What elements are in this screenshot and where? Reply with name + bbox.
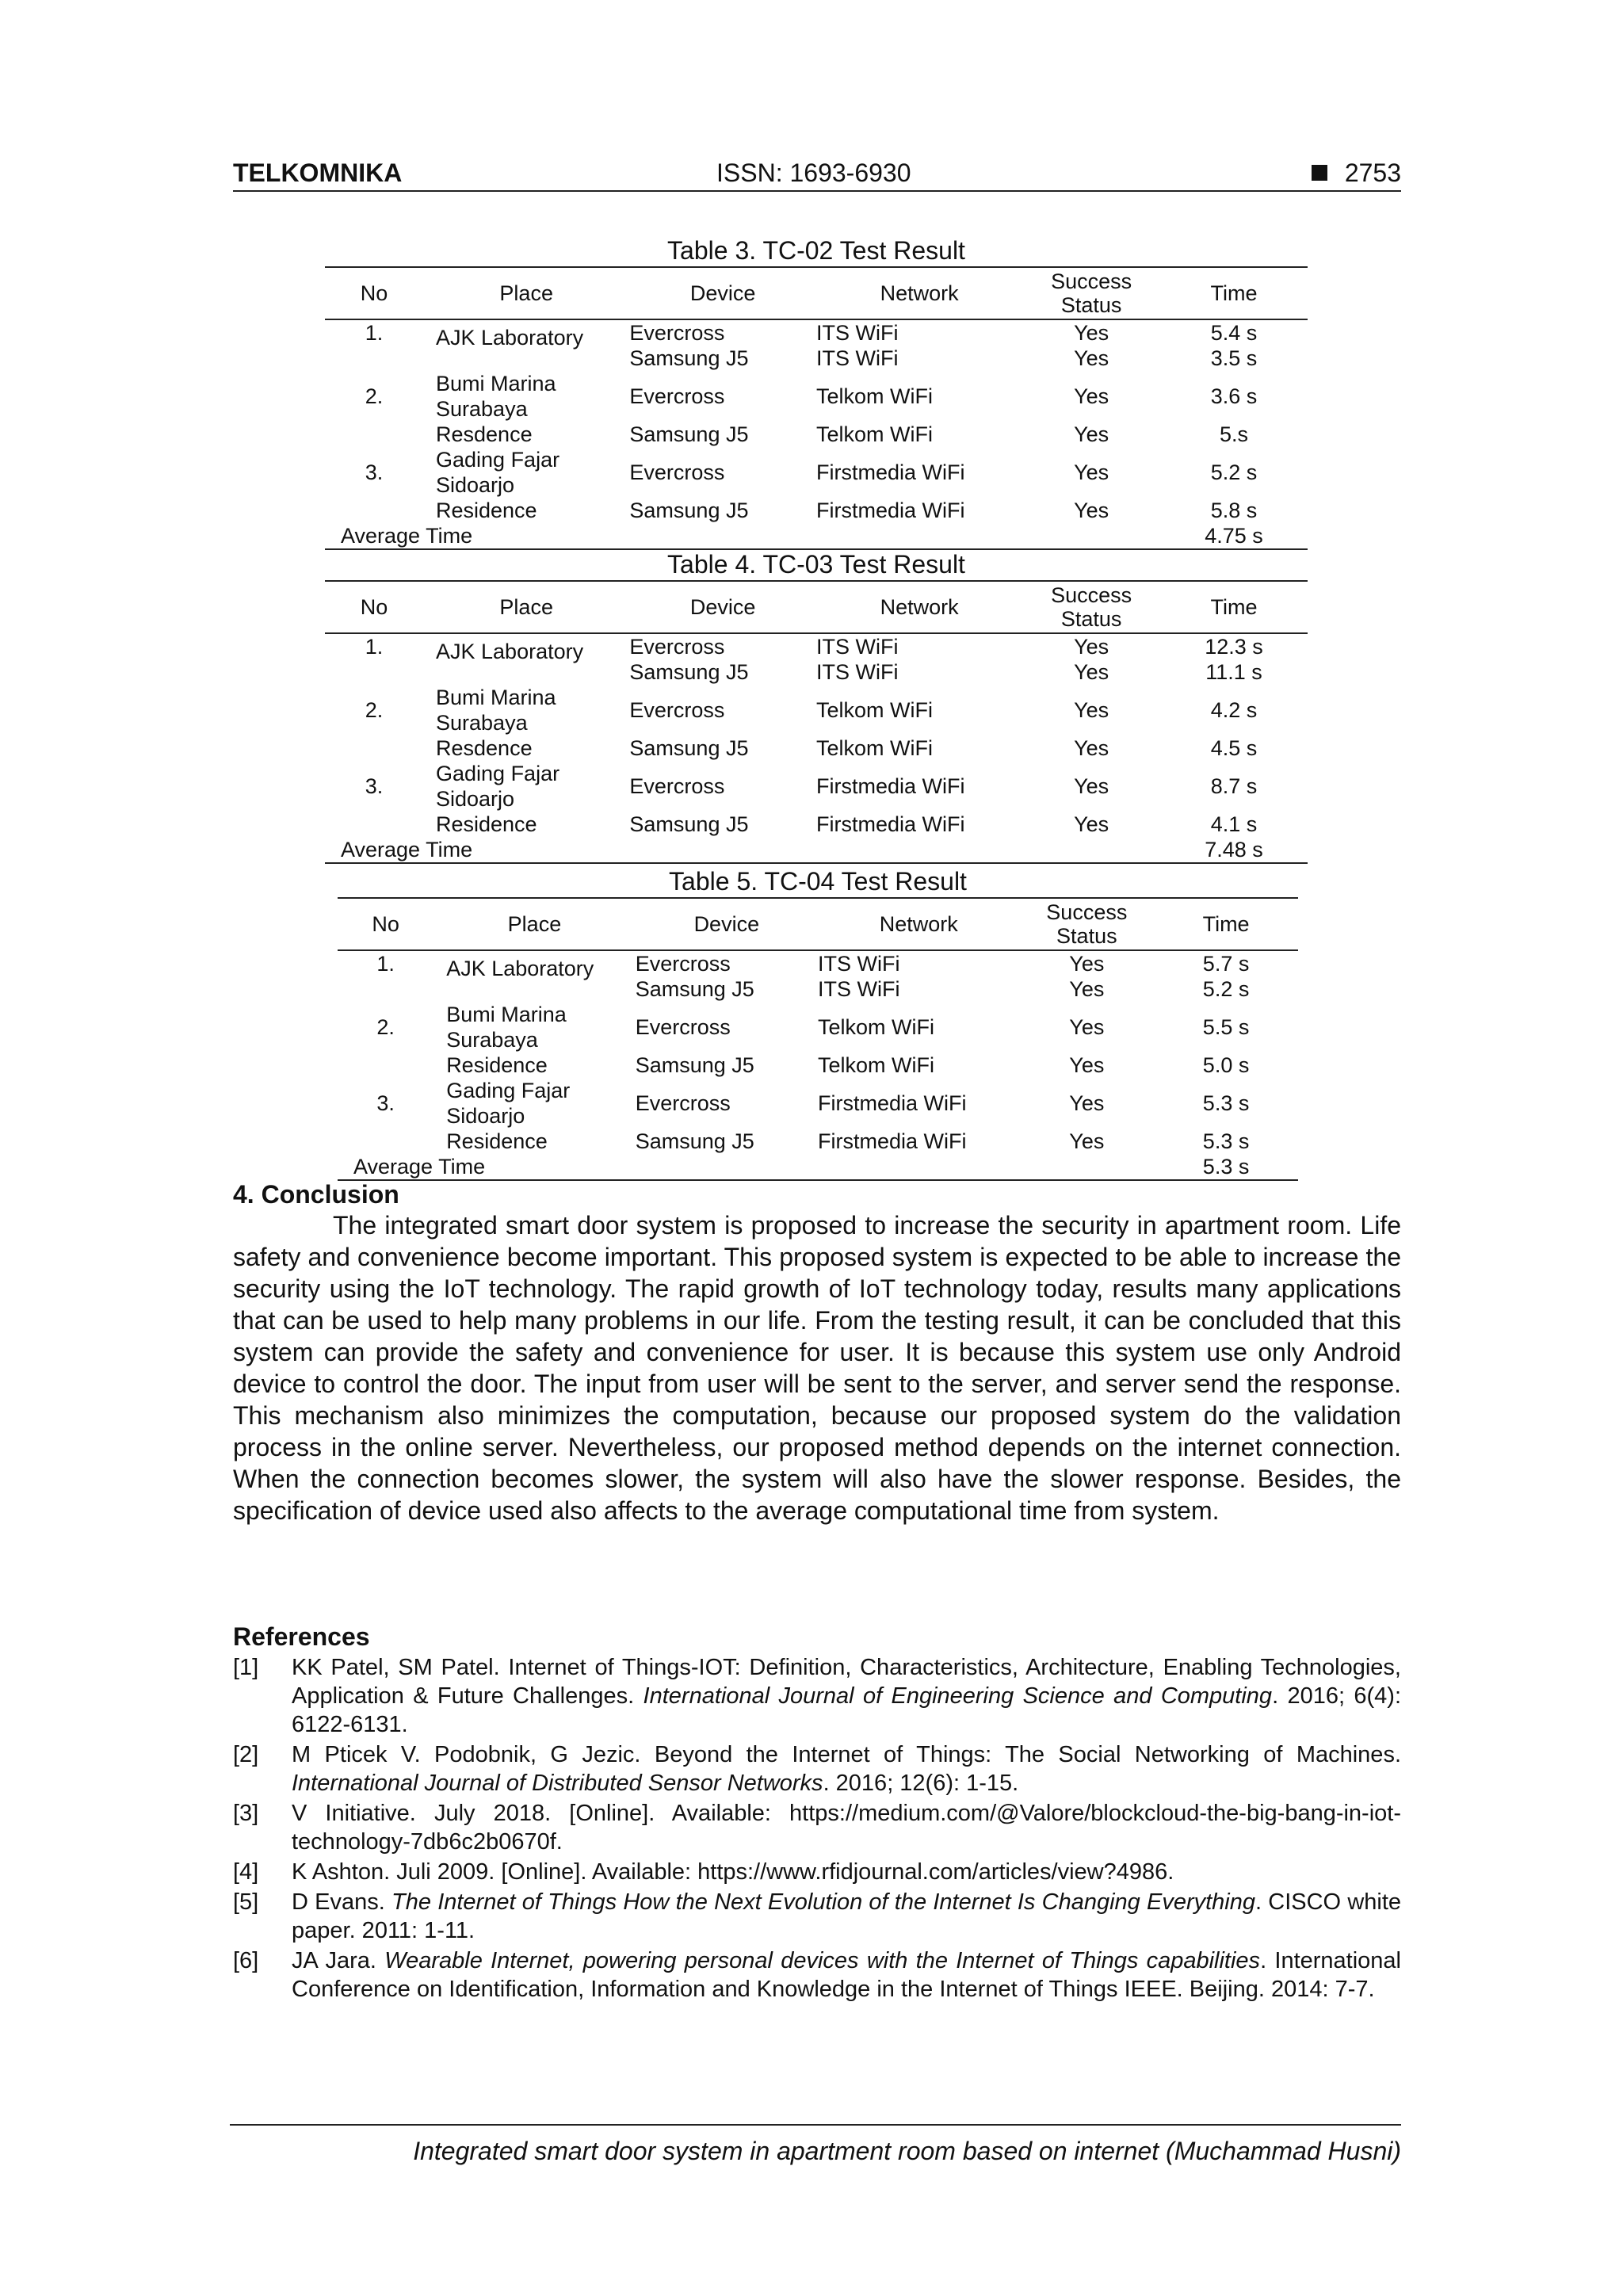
device-cell: Samsung J5 <box>629 346 749 370</box>
reference-title: The Internet of Things How the Next Evolution of the Internet Is Changing Everything <box>391 1889 1256 1915</box>
reference-details: . CISCO white paper. 2011: 1-11. <box>292 1889 1402 1943</box>
issn: ISSN: 1693-6930 <box>716 159 911 187</box>
status-cell: Yes <box>1074 499 1109 522</box>
column-header: Device <box>629 267 816 319</box>
time-cell: 5.3 s <box>1202 1129 1250 1153</box>
time-cell: 4.5 s <box>1210 736 1258 760</box>
network-cell: Firstmedia WiFi <box>815 460 965 484</box>
result-table <box>325 580 1308 864</box>
table-row <box>325 812 1308 837</box>
device-cell: Samsung J5 <box>629 736 749 760</box>
table-caption: Table 3. TC-02 Test Result <box>667 236 965 265</box>
status-cell: Yes <box>1069 1091 1105 1115</box>
time-cell: 5.7 s <box>1202 952 1250 976</box>
status-cell: Yes <box>1074 346 1109 370</box>
network-cell: Firstmedia WiFi <box>815 774 965 798</box>
conclusion-section <box>233 1179 1401 1526</box>
place-cell: Residence <box>446 1053 548 1077</box>
page-number: 2753 <box>1344 159 1401 187</box>
place-cell: Bumi Marina Surabaya <box>446 1003 567 1052</box>
time-cell: 5.3 s <box>1202 1091 1250 1115</box>
time-cell: 8.7 s <box>1210 774 1258 798</box>
row-number <box>325 812 423 837</box>
column-header: No <box>325 581 423 633</box>
device-cell: Evercross <box>629 384 725 408</box>
time-cell: 5.2 s <box>1210 460 1258 484</box>
network-cell: Firstmedia WiFi <box>815 499 965 522</box>
table-row <box>325 447 1308 498</box>
network-cell: ITS WiFi <box>815 660 899 684</box>
average-value: 7.48 s <box>1205 838 1263 861</box>
reference-details: . 2016; 6(4): 6122-6131. <box>292 1683 1402 1737</box>
reference-item <box>233 1946 1401 2004</box>
time-cell: 5.0 s <box>1202 1053 1250 1077</box>
row-number: 1. <box>376 952 395 976</box>
column-header: Place <box>423 267 629 319</box>
result-table <box>338 897 1298 1181</box>
table-row <box>325 761 1308 812</box>
table-5-block <box>338 865 1298 1181</box>
network-cell: ITS WiFi <box>817 977 900 1001</box>
reference-title: International Journal of Distributed Sensor Networks <box>292 1771 823 1796</box>
status-cell: Yes <box>1074 460 1109 484</box>
reference-title: Wearable Internet, powering personal devices with the Internet of Things capabilities <box>384 1948 1261 1973</box>
status-cell: Yes <box>1074 422 1109 446</box>
table-row <box>325 685 1308 735</box>
time-cell: 4.2 s <box>1210 698 1258 722</box>
table-row <box>338 976 1298 1002</box>
reference-title: International Journal of Engineering Science and Computing <box>643 1683 1273 1709</box>
place-cell: Gading Fajar Sidoarjo <box>436 448 560 497</box>
network-cell: Telkom WiFi <box>815 698 933 722</box>
time-cell: 5.8 s <box>1210 499 1258 522</box>
table-row <box>325 319 1308 346</box>
place-cell: Resdence <box>436 422 533 446</box>
status-cell: Yes <box>1074 698 1109 722</box>
status-cell: Yes <box>1074 321 1109 345</box>
time-cell: 5.5 s <box>1202 1015 1250 1039</box>
column-header: Network <box>818 898 1020 950</box>
column-header: No <box>338 898 433 950</box>
page-number-wrap <box>1312 159 1401 188</box>
row-number <box>325 735 423 761</box>
table-row <box>325 371 1308 422</box>
device-cell: Evercross <box>629 774 725 798</box>
reference-number: [2] <box>233 1742 259 1767</box>
column-header: Success Status <box>1022 581 1160 633</box>
place-cell: Bumi Marina Surabaya <box>436 686 556 735</box>
device-cell: Samsung J5 <box>629 660 749 684</box>
table-3-block <box>325 235 1308 550</box>
reference-details: . International Conference on Identification, Information and Knowledge in the Internet of Things IEEE. Beijing. 2014: 7-7. <box>292 1948 1401 2002</box>
place-cell: AJK Laboratory <box>436 640 584 663</box>
device-cell: Evercross <box>629 698 725 722</box>
status-cell: Yes <box>1069 1053 1105 1077</box>
place-cell: Resdence <box>436 736 533 760</box>
reference-text: KK Patel, SM Patel. Internet of Things-IOT: Definition, Characteristics, Architecture, Enabling Technologies, Application & Future Challenges. <box>292 1655 1401 1709</box>
status-cell: Yes <box>1069 952 1105 976</box>
column-header: Place <box>423 581 629 633</box>
column-header: Success Status <box>1019 898 1154 950</box>
row-number <box>325 659 423 685</box>
row-number: 1. <box>365 321 384 345</box>
network-cell: Telkom WiFi <box>815 422 933 446</box>
references-heading: References <box>233 1622 370 1651</box>
column-header: Device <box>636 898 818 950</box>
time-cell: 5.4 s <box>1210 321 1258 345</box>
row-number: 3. <box>365 460 384 484</box>
reference-item <box>233 1799 1401 1856</box>
network-cell: ITS WiFi <box>815 346 899 370</box>
reference-text: M Pticek V. Podobnik, G Jezic. Beyond the Internet of Things: The Social Networking of Machines. <box>292 1742 1401 1767</box>
table-row <box>338 1002 1298 1052</box>
row-number <box>338 1129 433 1154</box>
time-cell: 5.2 s <box>1202 977 1250 1001</box>
average-value: 5.3 s <box>1202 1155 1250 1179</box>
average-value: 4.75 s <box>1205 524 1263 548</box>
network-cell: ITS WiFi <box>815 321 899 345</box>
device-cell: Samsung J5 <box>629 499 749 522</box>
row-number: 2. <box>365 384 384 408</box>
reference-text: D Evans. <box>292 1889 392 1915</box>
running-header <box>233 155 1401 192</box>
device-cell: Samsung J5 <box>635 1129 754 1153</box>
row-number: 1. <box>365 635 384 659</box>
device-cell: Evercross <box>629 635 725 659</box>
device-cell: Evercross <box>635 1091 731 1115</box>
reference-number: [1] <box>233 1655 259 1680</box>
running-footer: Integrated smart door system in apartment room based on internet (Muchammad Husni) <box>230 2124 1401 2166</box>
average-row <box>338 1154 1298 1180</box>
column-header: Network <box>816 581 1022 633</box>
device-cell: Evercross <box>629 321 725 345</box>
average-row <box>325 523 1308 549</box>
time-cell: 4.1 s <box>1210 812 1258 836</box>
place-cell: Gading Fajar Sidoarjo <box>446 1079 571 1128</box>
references-section <box>233 1622 1401 2005</box>
table-row <box>338 1052 1298 1078</box>
average-label: Average Time <box>353 1155 486 1179</box>
status-cell: Yes <box>1069 1129 1105 1153</box>
column-header: Place <box>433 898 636 950</box>
place-cell: Bumi Marina Surabaya <box>436 372 556 421</box>
place-cell: Gading Fajar Sidoarjo <box>436 762 560 811</box>
network-cell: ITS WiFi <box>815 635 899 659</box>
table-caption: Table 5. TC-04 Test Result <box>669 867 967 896</box>
row-number: 3. <box>365 774 384 798</box>
column-header: Success Status <box>1022 267 1160 319</box>
place-cell: Residence <box>436 499 537 522</box>
device-cell: Evercross <box>635 952 731 976</box>
table-header-row <box>325 581 1308 633</box>
network-cell: Telkom WiFi <box>815 384 933 408</box>
device-cell: Samsung J5 <box>629 812 749 836</box>
device-cell: Evercross <box>629 460 725 484</box>
reference-item <box>233 1888 1401 1945</box>
column-header: Network <box>816 267 1022 319</box>
reference-number: [5] <box>233 1889 259 1915</box>
place-cell <box>433 976 636 1002</box>
table-row <box>325 659 1308 685</box>
device-cell: Evercross <box>635 1015 731 1039</box>
table-header-row <box>338 898 1298 950</box>
time-cell: 3.5 s <box>1210 346 1258 370</box>
conclusion-paragraph: The integrated smart door system is proposed to increase the security in apartment room. Life safety and convenience become important. This proposed system is expected to be able to increase the security using the IoT technology. The rapid growth of IoT technology today, results many applications that can be used to help many problems in our life. From the testing result, it can be concluded that this system can provide the safety and convenience for user. It is because this system use only Android device to control the door. The input from user will be sent to the server, and server send the response. This mechanism also minimizes the computation, because our proposed system do the validation process in the online server. Nevertheless, our proposed method depends on the internet connection. When the connection becomes slower, the system will also have the slower response. Besides, the specification of device used also affects to the average computational time from system. <box>233 1211 1401 1525</box>
place-cell <box>423 659 629 685</box>
time-cell: 11.1 s <box>1205 660 1262 684</box>
table-header-row <box>325 267 1308 319</box>
column-header: Device <box>629 581 816 633</box>
reference-text: JA Jara. <box>292 1948 385 1973</box>
row-number <box>325 346 423 371</box>
row-number <box>325 498 423 523</box>
device-cell: Samsung J5 <box>629 422 749 446</box>
time-cell: 3.6 s <box>1210 384 1258 408</box>
reference-text: K Ashton. Juli 2009. [Online]. Available: https://www.rfidjournal.com/articles/view?4986. <box>292 1859 1174 1885</box>
column-header: Time <box>1160 581 1308 633</box>
journal-name: TELKOMNIKA <box>233 159 403 187</box>
reference-list <box>233 1653 1401 2004</box>
reference-item <box>233 1653 1401 1739</box>
result-table <box>325 266 1308 550</box>
network-cell: Firstmedia WiFi <box>817 1129 967 1153</box>
row-number: 2. <box>376 1015 395 1039</box>
average-row <box>325 837 1308 863</box>
row-number: 2. <box>365 698 384 722</box>
status-cell: Yes <box>1074 384 1109 408</box>
table-row <box>325 346 1308 371</box>
reference-item <box>233 1740 1401 1797</box>
status-cell: Yes <box>1069 1015 1105 1039</box>
status-cell: Yes <box>1074 635 1109 659</box>
reference-number: [6] <box>233 1948 259 1973</box>
reference-number: [3] <box>233 1801 259 1826</box>
table-row <box>325 735 1308 761</box>
network-cell: Firstmedia WiFi <box>817 1091 967 1115</box>
column-header: Time <box>1154 898 1298 950</box>
square-bullet-icon <box>1312 165 1327 181</box>
status-cell: Yes <box>1074 736 1109 760</box>
place-cell: AJK Laboratory <box>446 957 594 980</box>
column-header: Time <box>1160 267 1308 319</box>
table-caption: Table 4. TC-03 Test Result <box>667 550 965 579</box>
table-row <box>338 950 1298 976</box>
place-cell: AJK Laboratory <box>436 326 584 350</box>
network-cell: Firstmedia WiFi <box>815 812 965 836</box>
status-cell: Yes <box>1069 977 1105 1001</box>
reference-number: [4] <box>233 1859 259 1885</box>
row-number: 3. <box>376 1091 395 1115</box>
status-cell: Yes <box>1074 660 1109 684</box>
network-cell: ITS WiFi <box>817 952 900 976</box>
average-label: Average Time <box>341 524 473 548</box>
time-cell: 5.s <box>1219 422 1248 446</box>
column-header: No <box>325 267 423 319</box>
time-cell: 12.3 s <box>1205 635 1263 659</box>
table-row <box>325 422 1308 447</box>
row-number <box>325 422 423 447</box>
place-cell <box>423 346 629 371</box>
row-number <box>338 1052 433 1078</box>
network-cell: Telkom WiFi <box>815 736 933 760</box>
network-cell: Telkom WiFi <box>817 1053 934 1077</box>
table-row <box>338 1078 1298 1129</box>
table-row <box>338 1129 1298 1154</box>
reference-details: . 2016; 12(6): 1-15. <box>823 1771 1019 1796</box>
status-cell: Yes <box>1074 774 1109 798</box>
table-4-block <box>325 548 1308 864</box>
place-cell: Residence <box>446 1129 548 1153</box>
device-cell: Samsung J5 <box>635 977 754 1001</box>
device-cell: Samsung J5 <box>635 1053 754 1077</box>
reference-text: V Initiative. July 2018. [Online]. Available: https://medium.com/@Valore/blockcloud-the-big-bang-in-iot-technology-7db6c2b0670f. <box>292 1801 1401 1855</box>
reference-item <box>233 1858 1401 1886</box>
table-row <box>325 498 1308 523</box>
table-row <box>325 633 1308 659</box>
status-cell: Yes <box>1074 812 1109 836</box>
row-number <box>338 976 433 1002</box>
network-cell: Telkom WiFi <box>817 1015 934 1039</box>
average-label: Average Time <box>341 838 473 861</box>
place-cell: Residence <box>436 812 537 836</box>
conclusion-heading: 4. Conclusion <box>233 1180 399 1209</box>
